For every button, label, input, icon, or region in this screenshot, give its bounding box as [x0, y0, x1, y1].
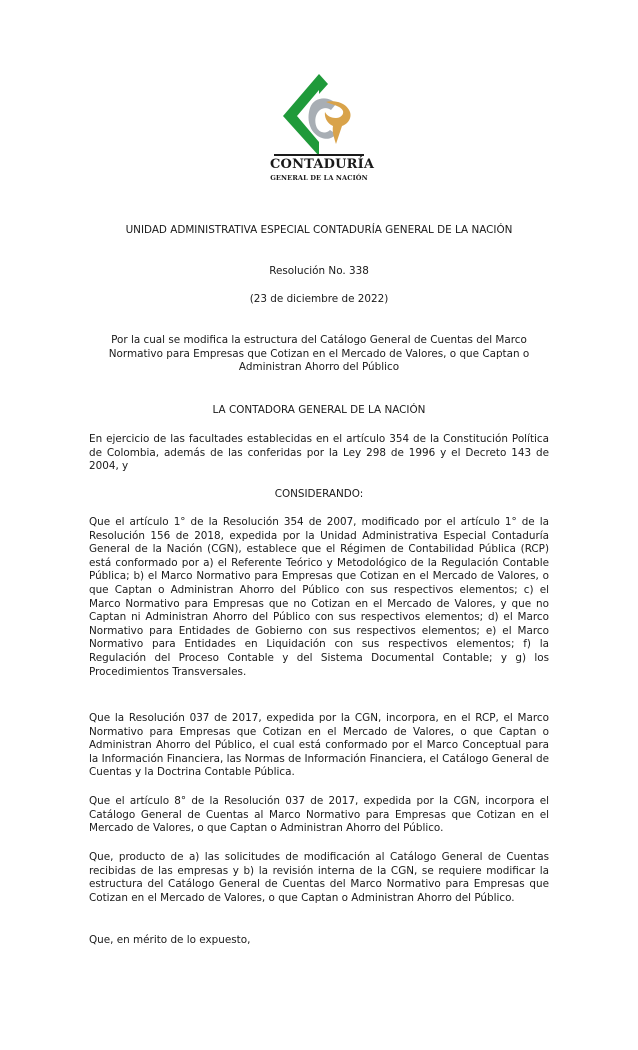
considering-heading: CONSIDERANDO: [274, 488, 364, 500]
considering-paragraph-1: Que el artículo 1° de la Resolución 354 de 2007, modificado por el artículo 1° de la Resolución 156 de 2018, expedida por la Unidad Administrativa Especial Contaduría General de la Nación (CGN), establece que el Régimen de Contabilidad Pública (RCP) está conformado por a) el Referente Teórico y Metodológico de la Regulación Contable Pública; b) el Marco Normativo para Empresas que Cotizan en el Mercado de Valores, o que Captan o Administran Ahorro del Público con sus respectivos elementos; c) el Marco Normativo para Empresas que no Cotizan en el Mercado de Valores, y que no Captan ni Administran Ahorro del Público con sus respectivos elementos; d) el Marco Normativo para Entidades de Gobierno con sus respectivos elementos; e) el Marco Normativo para Entidades en Liquidación con sus respectivos elementos; f) la Regulación del Proceso Contable y del Sistema Documental Contable; y g) los Procedimientos Transversales. [89, 516, 549, 678]
logo-subtitle: GENERAL DE LA NACIÓN [270, 174, 368, 182]
logo-name: CONTADURÍA [270, 157, 375, 172]
considering-paragraph-5: Que, en mérito de lo expuesto, [89, 934, 251, 946]
preamble-paragraph: En ejercicio de las facultades establecidas en el artículo 354 de la Constitución Política de Colombia, además de las conferidas por la Ley 298 de 1996 y el Decreto 143 de 2004, y [89, 433, 549, 473]
entity-heading: UNIDAD ADMINISTRATIVA ESPECIAL CONTADURÍA GENERAL DE LA NACIÓN [125, 224, 513, 236]
resolution-date: (23 de diciembre de 2022) [249, 293, 389, 305]
considering-paragraph-2: Que la Resolución 037 de 2017, expedida por la CGN, incorpora, en el RCP, el Marco Normativo para Empresas que Cotizan en el Mercado de Valores, o que Captan o Administran Ahorro del Público, el cual está conformado por el Marco Conceptual para la Información Financiera, las Normas de Información Financiera, el Catálogo General de Cuentas y la Doctrina Contable Pública. [89, 712, 549, 779]
considering-paragraph-4: Que, producto de a) las solicitudes de modificación al Catálogo General de Cuentas recibidas de las empresas y b) la revisión interna de la CGN, se requiere modificar la estructura del Catálogo General de Cuentas del Marco Normativo para Empresas que Cotizan en el Mercado de Valores, o que Captan o Administran Ahorro del Público. [89, 851, 549, 904]
resolution-subject: Por la cual se modifica la estructura del Catálogo General de Cuentas del Marco Normativo para Empresas que Cotizan en el Mercado de Valores, o que Captan o Administran Ahorro del Público [108, 334, 530, 374]
authority-heading: LA CONTADORA GENERAL DE LA NACIÓN [212, 404, 426, 416]
considering-paragraph-3: Que el artículo 8° de la Resolución 037 de 2017, expedida por la CGN, incorpora el Catálogo General de Cuentas al Marco Normativo para Empresas que Cotizan en el Mercado de Valores, o que Captan o Administran Ahorro del Público. [89, 795, 549, 835]
logo-emblem-icon [270, 72, 368, 158]
resolution-number: Resolución No. 338 [269, 265, 369, 277]
contaduria-logo [270, 72, 375, 184]
